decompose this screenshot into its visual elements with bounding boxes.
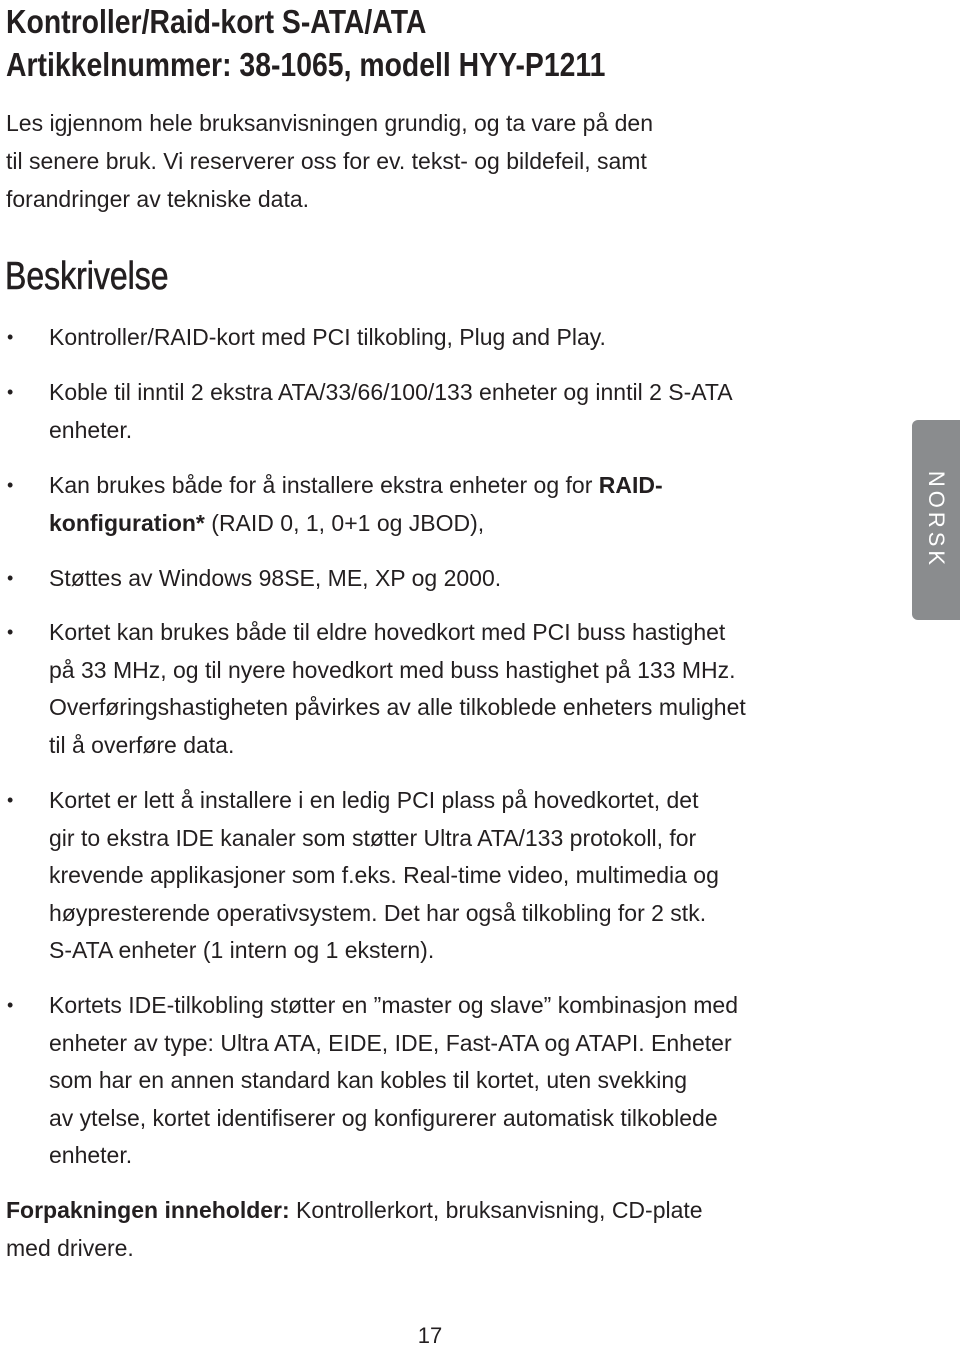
line: Kontroller/RAID-kort med PCI tilkobling, Plug and Play.	[49, 324, 606, 350]
list-item	[0, 560, 900, 598]
language-tab-label: NORSK	[924, 470, 949, 570]
bullet-icon: •	[7, 622, 14, 642]
intro-line-3: forandringer av tekniske data.	[6, 186, 310, 212]
bullet-icon: •	[7, 568, 14, 588]
line: enheter.	[49, 1142, 133, 1168]
line: (RAID 0, 1, 0+1 og JBOD),	[204, 509, 485, 536]
list-item	[0, 782, 900, 970]
bullet-icon: •	[7, 327, 14, 347]
line: S-ATA enheter (1 intern og 1 ekstern).	[49, 937, 435, 963]
line: krevende applikasjoner som f.eks. Real-time video, multimedia og	[49, 862, 719, 888]
bullet-icon: •	[7, 995, 14, 1015]
line: som har en annen standard kan kobles til kortet, uten svekking	[49, 1067, 687, 1093]
line: Støttes av Windows 98SE, ME, XP og 2000.	[49, 565, 502, 591]
list-item-text	[49, 560, 879, 598]
line: enheter av type: Ultra ATA, EIDE, IDE, Fast-ATA og ATAPI. Enheter	[49, 1029, 732, 1056]
package-text-line-1: Kontrollerkort, bruksanvisning, CD-plate	[289, 1197, 703, 1223]
list-item	[0, 614, 900, 764]
intro-paragraph	[6, 104, 786, 218]
list-item	[0, 374, 900, 449]
list-item	[0, 467, 900, 542]
bold-term: konfiguration*	[49, 509, 205, 536]
title-line-2: Artikkelnummer: 38-1065, modell HYY-P1211	[6, 46, 606, 83]
page-number: 17	[417, 1323, 443, 1348]
intro-line-1: Les igjennom hele bruksanvisningen grundig, og ta vare på den	[6, 110, 653, 136]
title-line-1: Kontroller/Raid-kort S-ATA/ATA	[6, 3, 427, 40]
bullet-icon: •	[7, 475, 14, 495]
line: Kortet er lett å installere i en ledig PCI plass på hovedkortet, det	[49, 787, 699, 813]
list-item-text	[49, 782, 879, 970]
line: gir to ekstra IDE kanaler som støtter Ultra ATA/133 protokoll, for	[49, 824, 697, 851]
bullet-icon: •	[7, 790, 14, 810]
bullet-icon: •	[7, 382, 14, 402]
list-item	[0, 319, 900, 357]
line: høypresterende operativsystem. Det har også tilkobling for 2 stk.	[49, 899, 707, 926]
package-contents	[6, 1191, 866, 1267]
section-heading: Beskrivelse	[5, 255, 169, 298]
list-item-text	[49, 614, 879, 764]
list-item-text	[49, 987, 879, 1175]
line: Overføringshastigheten påvirkes av alle tilkoblede enheters mulighet	[49, 694, 746, 720]
language-tab	[912, 420, 960, 620]
line: Kan brukes både for å installere ekstra enheter og for	[49, 472, 599, 498]
list-item-text	[49, 374, 879, 449]
line: Kortets IDE-tilkobling støtter en ”master og slave” kombinasjon med	[49, 992, 738, 1018]
list-item	[0, 987, 900, 1175]
list-item-text	[49, 319, 879, 357]
line: på 33 MHz, og til nyere hovedkort med buss hastighet på 133 MHz.	[49, 656, 736, 683]
document-title	[6, 0, 605, 86]
line: Koble til inntil 2 ekstra ATA/33/66/100/133 enheter og inntil 2 S-ATA	[49, 379, 733, 405]
line: av ytelse, kortet identifiserer og konfigurerer automatisk tilkoblede	[49, 1104, 718, 1131]
package-label: Forpakningen inneholder:	[6, 1197, 290, 1223]
line: til å overføre data.	[49, 731, 235, 758]
line: Kortet kan brukes både til eldre hovedkort med PCI buss hastighet	[49, 619, 726, 645]
package-text-line-2: med drivere.	[6, 1235, 134, 1261]
intro-line-2: til senere bruk. Vi reserverer oss for ev. tekst- og bildefeil, samt	[6, 148, 647, 174]
line: enheter.	[49, 416, 133, 443]
bold-term: RAID-	[598, 472, 663, 498]
list-item-text	[49, 467, 879, 542]
